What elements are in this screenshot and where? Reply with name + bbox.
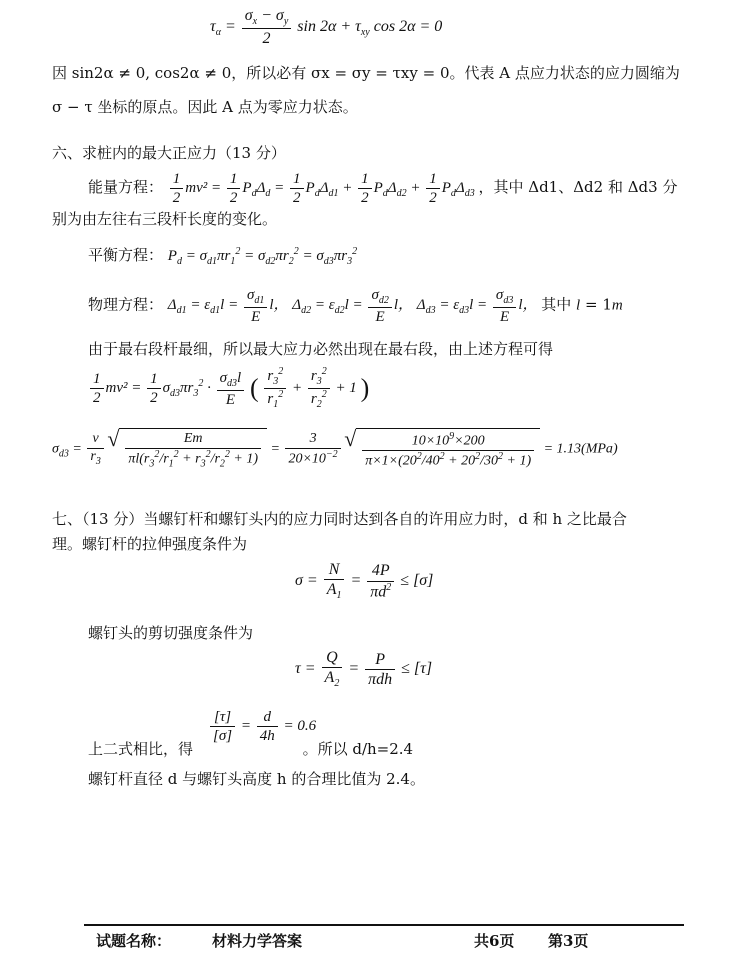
balance-equation: $P_d = \sigma_{d1}\pi r_1^2 = \sigma_{d2}\pi r_2^2 = \sigma_{d3}\pi r_3^2$ <box>167 246 358 267</box>
footer-exam-name: 材料力学答案 <box>212 932 303 950</box>
paragraph-zero-stress-1: 因 sin2α ≠ 0, cos2α ≠ 0，所以必有 σx = σy = τxy = 0。代表 A 点应力状态的应力圆缩为 <box>52 64 680 82</box>
balance-equation-label: 平衡方程： <box>88 246 164 264</box>
shear-condition-text: 螺钉头的剪切强度条件为 <box>88 624 254 642</box>
footer-current-page: 第3页 <box>548 932 589 950</box>
footer-rule <box>84 924 684 926</box>
physics-equation-label: 物理方程： <box>88 295 164 314</box>
compare-tail: 。所以 d/h=2.4 <box>302 740 414 758</box>
result-equation-1: $\frac{1}{2}$ mv² = $\frac{1}{2}$ $\sigma_{d3}\pi r_3^2$ · $\frac{\sigma_{d3}l}{E}$ ( $\frac{r_3^2}{r_1^2}$ + $\frac{r_3^2}{r_2^2}$ + 1 ) <box>88 366 369 411</box>
result-equation-2: $\sigma_{d3}$ = $\frac{v}{r_3}$ √ $\frac{Em}{\pi l(r_3^2/r_1^2 + r_3^2/r_2^2 + 1)}$ = $\frac{3}{20\times 10^{-2}}$ √ $\frac{10\times 10^9\times 200}{\pi\times 1\times(20^2/40^2 + 20^2/30^2 + 1)}$ = 1.13(MPa) <box>52 428 618 471</box>
equation-tau-alpha: $\tau_\alpha$ = $\frac{\sigma_x - \sigma_y}{2}$ $\sin 2\alpha + \tau_{xy}$ cos 2α = 0 <box>210 7 443 48</box>
energy-equation-tail: ，其中 Δd1、Δd2 和 Δd3 分 <box>478 177 678 196</box>
balance-equation-line <box>88 244 357 267</box>
shear-strength-equation: τ = $\frac{Q}{A_2}$ = $\frac{P}{\text{πdh}}$ ≤ [τ] <box>295 649 433 690</box>
physics-equation-line: 物理方程： $\Delta_{d1} = \varepsilon_{d1}l$ = $\frac{\sigma_{d1}}{E}$ l， $\Delta_{d2} = \varepsilon_{d2}l$ = $\frac{\sigma_{d2}}{E}$ l， $\Delta_{d3} = \varepsilon_{d3}l$ = $\frac{\sigma_{d3}}{E}$ l， 其中 l = 1m <box>88 287 623 325</box>
ratio-equation: $\frac{[\tau]}{[\sigma]}$ = $\frac{d}{4h}$ = 0.6 <box>208 708 316 745</box>
energy-equation-line <box>88 170 677 207</box>
question-7-title-2: 理。螺钉杆的拉伸强度条件为 <box>52 535 248 553</box>
compare-text: 上二式相比，得 <box>88 740 194 758</box>
tensile-strength-equation: σ = $\frac{N}{A_1}$ = $\frac{4P}{\pi d^2}$ ≤ [σ] <box>295 561 434 602</box>
paragraph-zero-stress-2: σ − τ 坐标的原点。因此 A 点为零应力状态。 <box>52 98 358 116</box>
physics-equation: $\Delta_{d1} = \varepsilon_{d1}l$ = $\frac{\sigma_{d1}}{E}$ l， $\Delta_{d2} = \varepsilon_{d2}l$ = $\frac{\sigma_{d2}}{E}$ l， $\Delta_{d3} = \varepsilon_{d3}l$ = $\frac{\sigma_{d3}}{E}$ l， <box>167 287 542 325</box>
footer-label: 试题名称： <box>96 932 172 950</box>
energy-equation-label: 能量方程： <box>88 177 164 196</box>
energy-equation-tail-2: 别为由左往右三段杆长度的变化。 <box>52 210 278 228</box>
energy-equation: $\frac{1}{2}$ mv² = $\frac{1}{2}$ $P_d\Delta_d$ = $\frac{1}{2}$ $P_d\Delta_{d1}$ + $\frac{1}{2}$ $P_d\Delta_{d2}$ + $\frac{1}{2}$ $P_d\Delta_{d3}$ <box>168 180 479 196</box>
question-7-title: 七、（13 分）当螺钉杆和螺钉头内的应力同时达到各自的许用应力时，d 和 h 之比最合 <box>52 510 627 528</box>
max-stress-reasoning: 由于最右段杆最细，所以最大应力必然出现在最右段，由上述方程可得 <box>88 340 554 358</box>
question-6-title: 六、求桩内的最大正应力（13 分） <box>52 144 286 162</box>
footer-total-pages: 共6页 <box>474 932 515 950</box>
compare-line <box>88 738 413 759</box>
conclusion-text: 螺钉杆直径 d 与螺钉头高度 h 的合理比值为 2.4。 <box>88 770 425 788</box>
